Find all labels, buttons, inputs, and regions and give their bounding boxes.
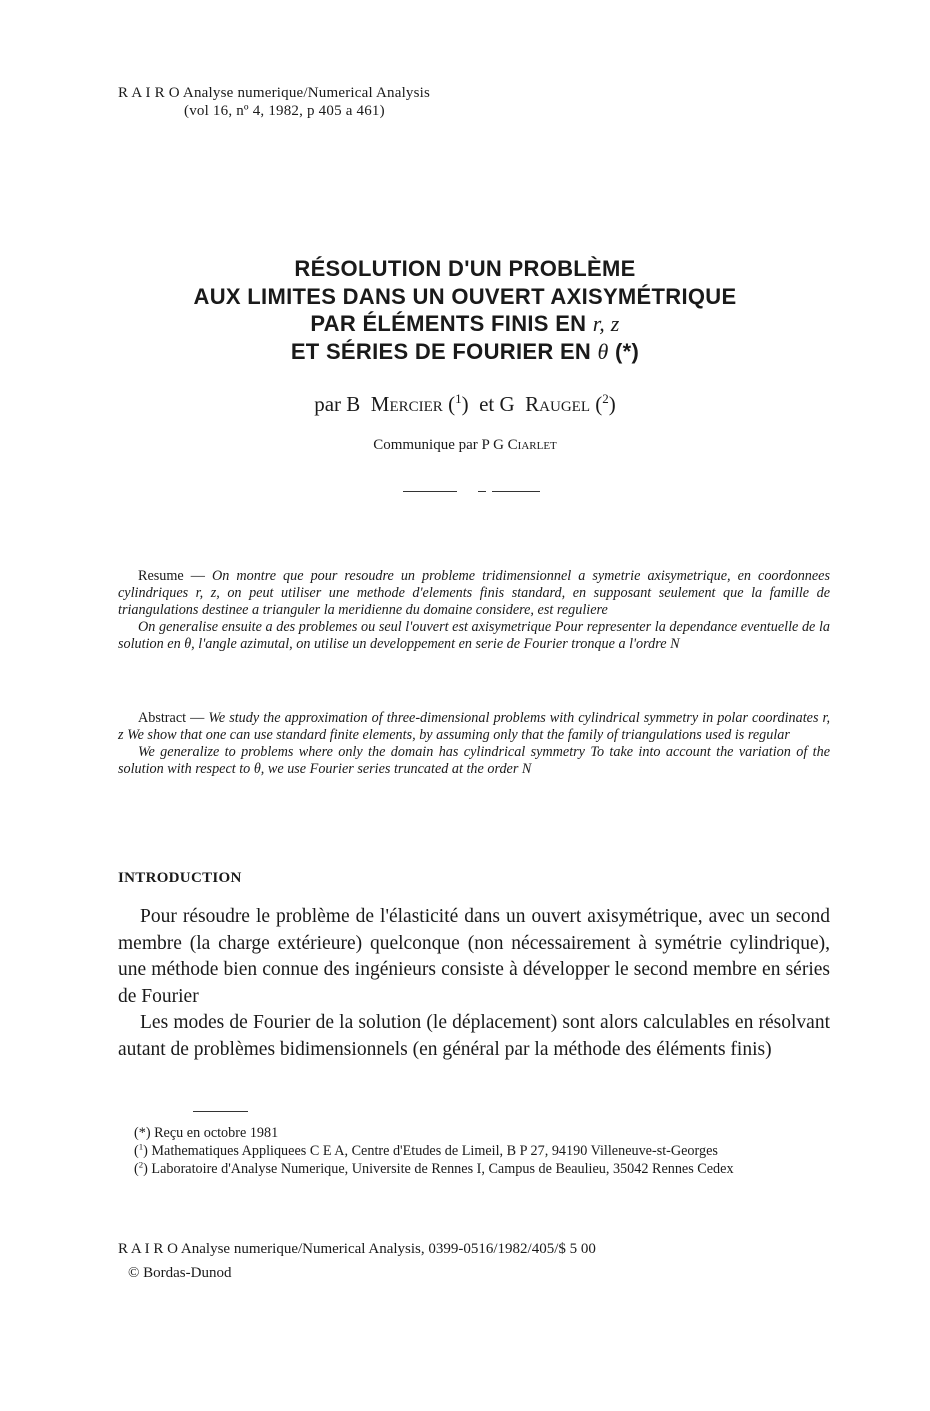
journal-volume: (vol 16, nº 4, 1982, p 405 a 461)	[184, 103, 385, 119]
title-theta: θ	[597, 338, 609, 364]
paper-title	[120, 255, 810, 365]
footnote-ref-2: 2	[602, 391, 609, 406]
abstract-paragraph-2: We generalize to problems where only the domain has cylindrical symmetry To take into account the variation of the solution with respect to θ, we use Fourier series truncated at the order N	[118, 744, 830, 777]
footnote-received: (*) Reçu en octobre 1981	[134, 1125, 279, 1141]
footnote-ref-1: 1	[455, 391, 462, 406]
footnotes	[118, 1124, 830, 1178]
footer-copyright: © Bordas-Dunod	[128, 1265, 232, 1281]
title-line-4: ET SÉRIES DE FOURIER EN θ (*)	[290, 338, 640, 364]
divider-right	[492, 491, 540, 492]
footnote-rule	[193, 1111, 248, 1112]
resume-paragraph-1: Resume — On montre que pour resoudre un probleme tridimensionnel a symetrie axisymetrique, en coordonnees cylindriques r, z, on peut utiliser une methode d'elements finis standard, en supposant seulement que la famille de triangulations destinee a trianguler la meridienne du domaine considere, est reguliere	[118, 568, 831, 618]
resume-block	[118, 568, 830, 653]
footnote-2: ($^2$) Laboratoire d'Analyse Numerique, Universite de Rennes I, Campus de Beaulieu, 35042 Rennes Cedex	[134, 1159, 734, 1177]
title-line-3: PAR ÉLÉMENTS FINIS EN r, z	[310, 311, 620, 336]
divider-dash	[478, 491, 486, 492]
abstract-block	[118, 710, 830, 778]
intro-paragraph-1: Pour résoudre le problème de l'élasticité dans un ouvert axisymétrique, avec un second membre (la charge extérieure) quelconque (non nécessairement à symétrie cylindrique), une méthode bien connue des ingénieurs consiste à développer le second membre en séries de Fourier	[118, 906, 830, 1007]
footer-journal-info: R A I R O Analyse numerique/Numerical Analysis, 0399-0516/1982/405/$ 5 00	[118, 1241, 596, 1257]
intro-paragraph-2: Les modes de Fourier de la solution (le déplacement) sont alors calculables en résolvant autant de problèmes bidimensionnels (en général par la méthode des éléments finis)	[118, 1012, 830, 1060]
journal-name: R A I R O Analyse numerique/Numerical Analysis	[118, 85, 431, 101]
abstract-paragraph-1: Abstract — We study the approximation of three-dimensional problems with cylindrical symmetry in polar coordinates r, z We show that one can use standard finite elements, by assuming only that the family of triangulations used is regular	[118, 710, 831, 743]
page-footer	[118, 1237, 596, 1285]
abstract-label: Abstract	[138, 710, 187, 726]
author-raugel: Raugel	[525, 392, 590, 416]
title-line-2: AUX LIMITES DANS UN OUVERT AXISYMÉTRIQUE	[193, 283, 737, 309]
resume-label: Resume	[138, 568, 184, 584]
introduction-body	[118, 904, 830, 1063]
communicated-by: Communique par P G Ciarlet	[373, 437, 557, 453]
journal-header	[118, 84, 430, 120]
divider-left	[403, 491, 457, 492]
authors: par B Mercier ($^1$) et G Raugel ($^2$)	[314, 391, 616, 416]
title-line-1: RÉSOLUTION D'UN PROBLÈME	[294, 256, 636, 281]
footnote-1: ($^1$) Mathematiques Appliquees C E A, Centre d'Etudes de Limeil, B P 27, 94190 Villeneuve-st-Georges	[134, 1141, 718, 1159]
author-mercier: Mercier	[370, 392, 443, 416]
title-variables: r, z	[592, 311, 620, 336]
section-heading-introduction: INTRODUCTION	[118, 870, 242, 886]
resume-paragraph-2: On generalise ensuite a des problemes ou seul l'ouvert est axisymetrique Pour representer la dependance eventuelle de la solution en θ, l'angle azimutal, on utilise un developpement en serie de Fourier tronque a l'ordre N	[118, 619, 830, 652]
